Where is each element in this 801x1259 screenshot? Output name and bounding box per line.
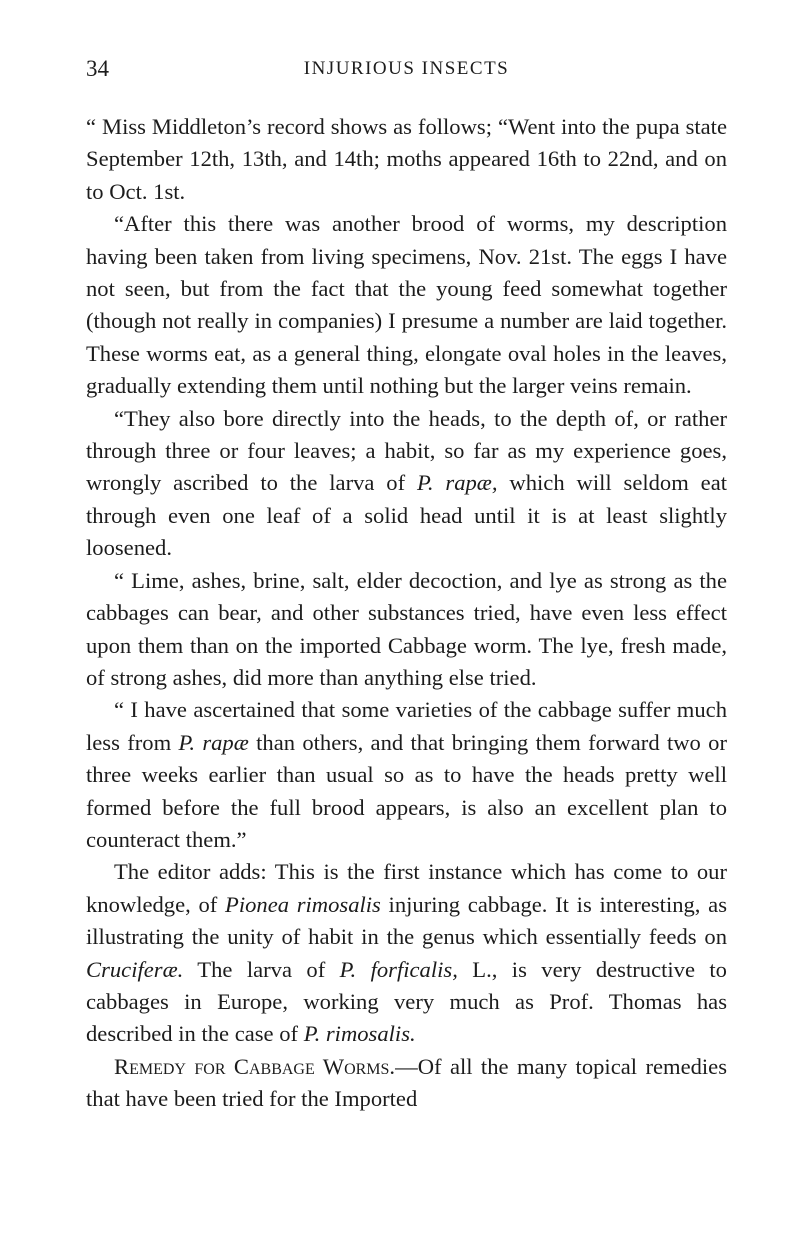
paragraph-6-text-e: The larva of bbox=[183, 956, 340, 982]
paragraph-7-text: —Of all the many topical remedies that have been tried for the Imported bbox=[86, 1053, 728, 1112]
paragraph-7 bbox=[86, 1051, 727, 1116]
paragraph-6-text-a: The editor adds: This is the first instance which has come to our knowledge, of bbox=[86, 859, 727, 917]
paragraph-6-text-g: L., is very destructive to cabbages in Europe, working very much as Prof. Thomas has described in the case of bbox=[86, 956, 727, 1047]
species-name: Pionea rimosalis bbox=[225, 891, 381, 917]
paragraph-6 bbox=[86, 856, 727, 1050]
page-header bbox=[86, 56, 727, 92]
paragraph-2: “After this there was another brood of worms, my description having been taken from living specimens, Nov. 21st. The eggs I have not seen, but from the fact that the young feed somewhat together (though not really in companies) I presume a number are laid together. These worms eat, as a general thing, elongate oval holes in the leaves, gradually extending them until nothing but the larger veins remain. bbox=[86, 211, 727, 399]
paragraph-4: “ Lime, ashes, brine, salt, elder decoction, and lye as strong as the cabbages can bear, and other substances tried, have even less effect upon them than on the imported Cabbage worm. The lye, fresh made, of strong ashes, did more than anything else tried. bbox=[86, 567, 727, 690]
body-text bbox=[86, 111, 727, 1116]
paragraph-1: “ Miss Middleton’s record shows as follows; “Went into the pupa state September 12th, 13th, and 14th; moths appeared 16th to 22nd, and on to Oct. 1st. bbox=[86, 114, 727, 204]
page-number: 34 bbox=[86, 56, 109, 81]
species-name: P. rimosalis. bbox=[303, 1021, 416, 1047]
paragraph-5 bbox=[86, 694, 727, 856]
paragraph-5-text-a: “ I have ascertained that some varieties of the cabbage suffer much less from bbox=[86, 697, 727, 755]
species-name: P. forficalis, bbox=[339, 956, 458, 982]
family-name: Cruciferæ. bbox=[86, 956, 184, 982]
paragraph-3-text-c: which will seldom eat through even one leaf of a solid head until it is at least slightly loosened. bbox=[86, 470, 728, 561]
paragraph-5-text-c: than others, and that bringing them forward two or three weeks earlier than usual so as to have the heads pretty well formed before the full brood appears, is also an excellent plan to counteract them.” bbox=[86, 729, 727, 852]
section-heading: Remedy for Cabbage Worms. bbox=[114, 1053, 396, 1079]
running-head: INJURIOUS INSECTS bbox=[303, 58, 510, 79]
paragraph-6-text-c: injuring cabbage. It is interesting, as illustrating the unity of habit in the genus which essentially feeds on bbox=[86, 891, 727, 950]
book-page bbox=[86, 56, 727, 1116]
paragraph-3 bbox=[86, 403, 727, 565]
species-name: P. rapæ bbox=[178, 729, 249, 755]
paragraph-3-text-a: “They also bore directly into the heads, to the depth of, or rather through three or four leaves; a habit, so far as my experience goes, wrongly ascribed to the larva of bbox=[86, 405, 727, 496]
species-name: P. rapæ, bbox=[417, 470, 498, 496]
